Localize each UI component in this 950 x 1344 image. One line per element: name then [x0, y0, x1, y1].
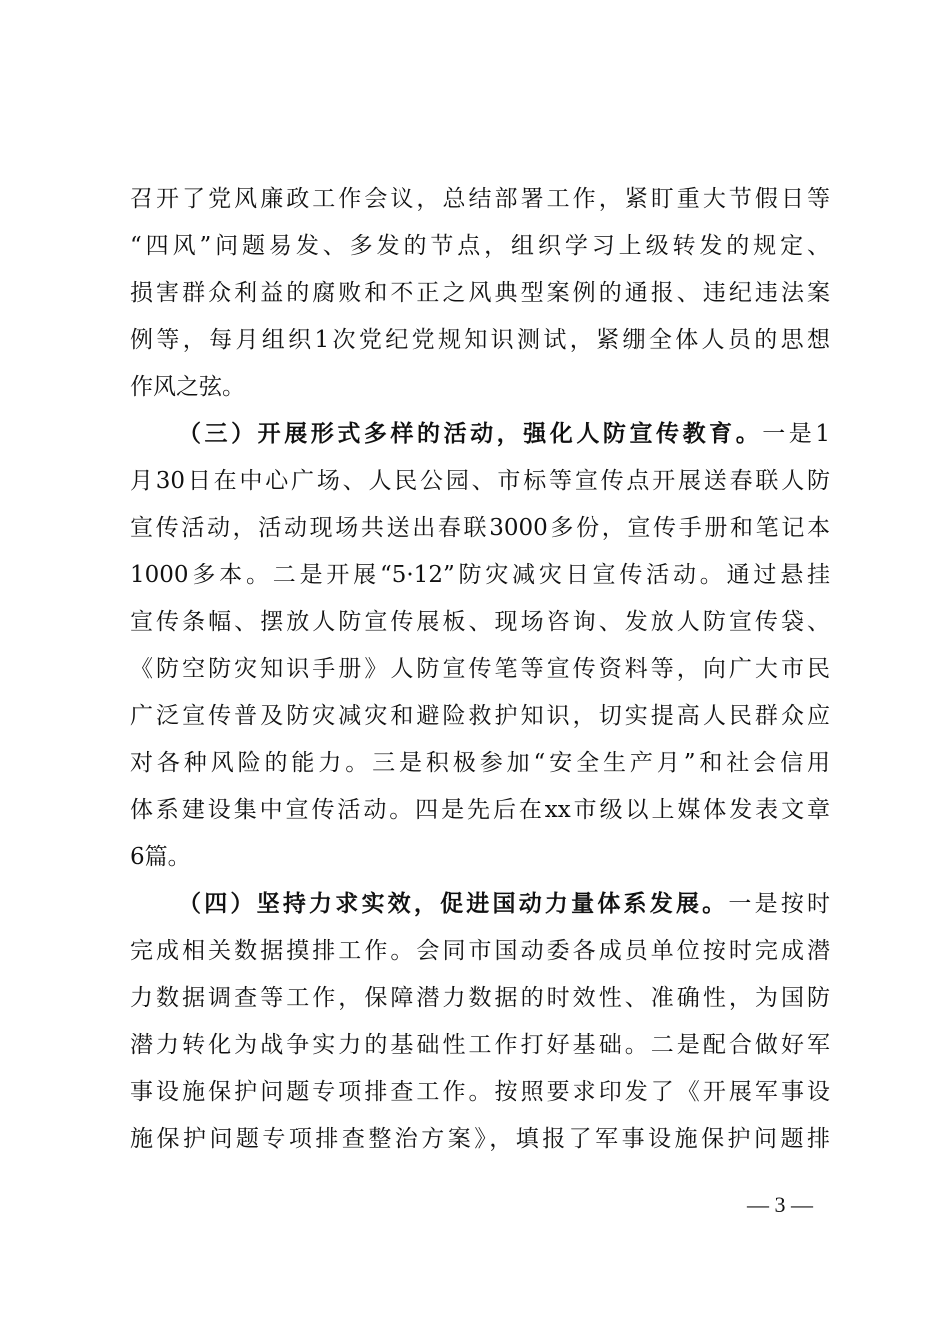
body-text-line: 施保护问题专项排查整治方案》，填报了军事设施保护问题排 — [130, 1126, 830, 1152]
body-text-line: 广泛宣传普及防灾减灾和避险救护知识，切实提高人民群众应 — [130, 703, 830, 729]
section-heading-line — [178, 418, 830, 450]
body-text-line: 损害群众利益的腐败和不正之风典型案例的通报、违纪违法案 — [130, 280, 830, 306]
body-text-line: 体系建设集中宣传活动。四是先后在xx市级以上媒体发表文章 — [130, 797, 830, 823]
body-text-line: 作风之弦。 — [130, 374, 245, 400]
body-text-line: 1000多本。二是开展“5·12”防灾减灾日宣传活动。通过悬挂 — [130, 562, 830, 588]
body-text-fragment: 一是1 — [762, 421, 830, 447]
body-text-line: 潜力转化为战争实力的基础性工作打好基础。二是配合做好军 — [130, 1032, 830, 1058]
body-text-line: 宣传条幅、摆放人防宣传展板、现场咨询、发放人防宣传袋、 — [130, 609, 830, 635]
body-text-line: 例等，每月组织1次党纪党规知识测试，紧绷全体人员的思想 — [130, 327, 830, 353]
body-text-line: 对各种风险的能力。三是积极参加“安全生产月”和社会信用 — [130, 750, 830, 776]
section-heading: （四）坚持力求实效，促进国动力量体系发展。 — [178, 890, 729, 917]
body-text-line: “四风”问题易发、多发的节点，组织学习上级转发的规定、 — [130, 233, 830, 259]
body-text-line: 《防空防灾知识手册》人防宣传笔等宣传资料等，向广大市民 — [130, 656, 830, 682]
page-number: — 3 — — [747, 1192, 813, 1217]
body-text-line: 力数据调查等工作，保障潜力数据的时效性、准确性，为国防 — [130, 985, 830, 1011]
body-text-fragment: 一是按时 — [728, 891, 831, 917]
section-heading: （三）开展形式多样的活动，强化人防宣传教育。 — [178, 420, 763, 447]
section-heading-line — [178, 888, 830, 920]
body-text-line: 事设施保护问题专项排查工作。按照要求印发了《开展军事设 — [130, 1079, 830, 1105]
body-text-line: 召开了党风廉政工作会议，总结部署工作，紧盯重大节假日等 — [130, 186, 830, 212]
body-text-line: 月30日在中心广场、人民公园、市标等宣传点开展送春联人防 — [130, 468, 830, 494]
body-text-line: 完成相关数据摸排工作。会同市国动委各成员单位按时完成潜 — [130, 938, 830, 964]
body-text-line: 6篇。 — [130, 844, 191, 870]
body-text-line: 宣传活动，活动现场共送出春联3000多份，宣传手册和笔记本 — [130, 515, 830, 541]
